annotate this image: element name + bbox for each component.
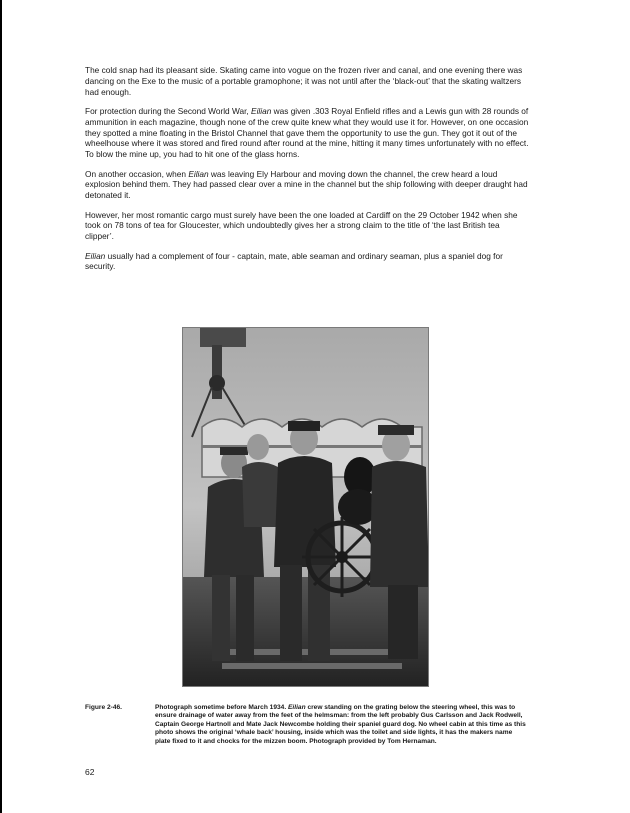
figure-label: Figure 2-46. [85,704,123,711]
figure-caption-text: Photograph sometime before March 1934. Eilian crew standing on the grating below the steering wheel, this was to ensure drainage of water away from the feet of the helmsman: from the left probably Gus Carlsson and Jack Rodwell, Captain George Hartnoll and Mate Jack Newcombe holding their spaniel guard dog. No wheel cabin at this time as this photo shows the original ‘whale back’ housing, inside which was the toilet and side lights, it has the makers name plate fixed to it and chocks for the mizzen boom. Photograph provided by Tom Hernaman. [155,704,526,745]
body-text [85,65,530,281]
vessel-name: Eilian [188,168,209,179]
crew-photograph [182,327,429,687]
paragraph: However, her most romantic cargo must surely have been the one loaded at Cardiff on the 29 October 1942 when she took on 78 tons of tea for Gloucester, which undoubtedly gives her a strong claim to the title of ‘the last British tea clipper’. [85,209,518,242]
paragraph: On another occasion, when Eilian was leaving Ely Harbour and moving down the channel, the crew heard a loud explosion behind them. They had passed clear over a mine in the channel but the ship following with deeper draught had detonated it. [85,168,528,201]
paragraph: Eilian usually had a complement of four - captain, mate, able seaman and ordinary seaman, plus a spaniel dog for security. [85,250,503,272]
paragraph: The cold snap had its pleasant side. Skating came into vogue on the frozen river and canal, and one evening there was dancing on the Exe to the music of a portable gramophone; it was not until after the ‘black-out’ that the skating waltzers had enough. [85,65,523,97]
paragraph: For protection during the Second World War, Eilian was given .303 Royal Enfield rifles and a Lewis gun with 28 rounds of ammunition in each magazine, though none of the crew quite knew what they would use it for. However, on one occasion they spotted a mine floating in the Bristol Channel that gave them the opportunity to use the gun. They got it out of the wheelhouse where it was stored and fired round after round at the mine, hitting it many times unfortunately with no effect. To blow the mine up, you had to hit one of the glass horns. [85,105,529,160]
vessel-name: Eilian [85,250,106,261]
vessel-name: Eilian [288,704,306,711]
page-number: 62 [85,767,95,777]
crew-photograph-image [182,327,429,687]
vessel-name: Eilian [251,105,272,116]
